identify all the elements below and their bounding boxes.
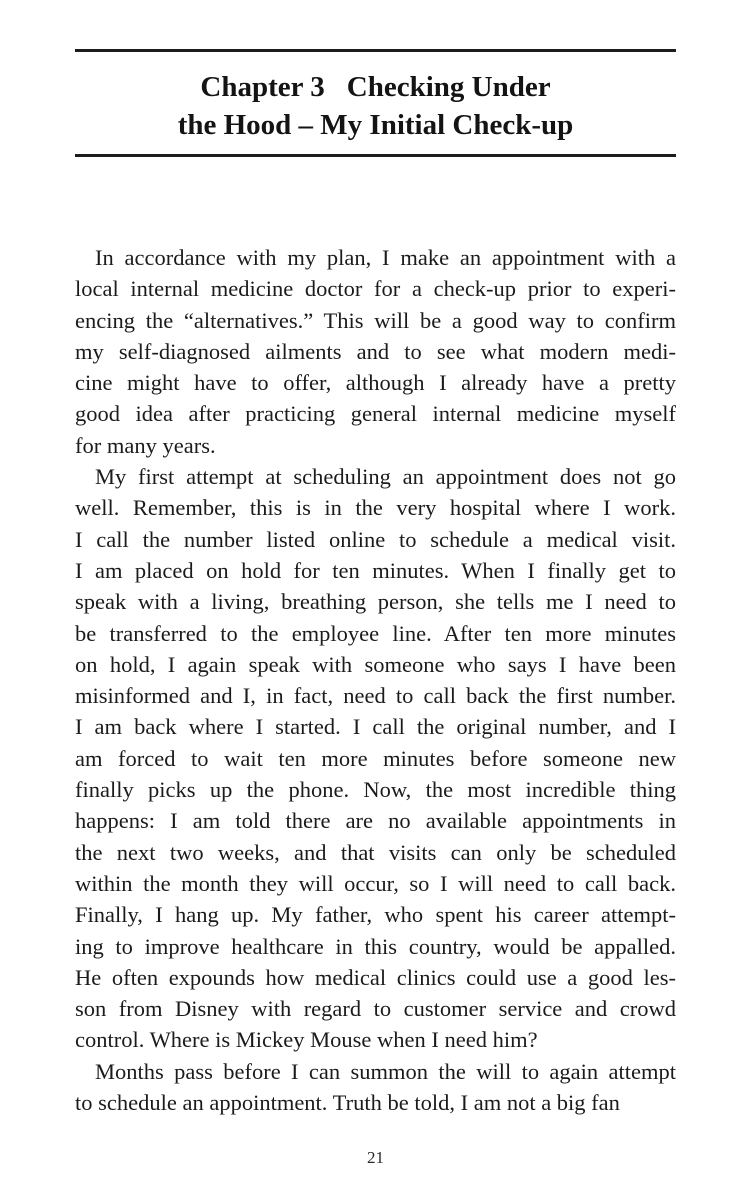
text-line: Months pass before I can summon the will to again attempt bbox=[95, 1058, 676, 1084]
page-number: 21 bbox=[367, 1148, 384, 1168]
text-line: on hold, I again speak with someone who says I have been bbox=[75, 651, 676, 677]
title-line-1 bbox=[75, 68, 676, 106]
text-line: I call the number listed online to schedule a medical visit. bbox=[75, 526, 676, 552]
body-text bbox=[75, 242, 676, 1118]
text-line: control. Where is Mickey Mouse when I need him? bbox=[75, 1027, 538, 1053]
text-line: I am back where I started. I call the original number, and I bbox=[75, 714, 676, 740]
text-line: He often expounds how medical clinics could use a good les- bbox=[75, 964, 676, 990]
text-line: local internal medicine doctor for a check-up prior to experi- bbox=[75, 276, 676, 302]
text-line: I am placed on hold for ten minutes. When I finally get to bbox=[75, 557, 676, 583]
text-line: son from Disney with regard to customer service and crowd bbox=[75, 996, 676, 1022]
text-line: cine might have to offer, although I already have a pretty bbox=[75, 370, 676, 396]
chapter-title bbox=[75, 52, 676, 154]
text-line: Finally, I hang up. My father, who spent his career attempt- bbox=[75, 902, 676, 928]
text-line: encing the “alternatives.” This will be a good way to confirm bbox=[75, 307, 676, 333]
text-line: finally picks up the phone. Now, the most incredible thing bbox=[75, 777, 676, 803]
text-line: to schedule an appointment. Truth be told, I am not a big fan bbox=[75, 1090, 620, 1116]
text-line: be transferred to the employee line. After ten more minutes bbox=[75, 620, 676, 646]
text-line: for many years. bbox=[75, 432, 216, 458]
text-line: well. Remember, this is in the very hospital where I work. bbox=[75, 495, 676, 521]
bottom-rule bbox=[75, 154, 676, 157]
text-line: the next two weeks, and that visits can only be scheduled bbox=[75, 839, 676, 865]
title-text-line1: Checking Under bbox=[346, 71, 551, 103]
text-line: speak with a living, breathing person, she tells me I need to bbox=[75, 589, 676, 615]
chapter-header bbox=[75, 49, 676, 157]
text-line: my self-diagnosed ailments and to see what modern medi- bbox=[75, 338, 676, 364]
text-line: within the month they will occur, so I will need to call back. bbox=[75, 870, 676, 896]
text-line: good idea after practicing general internal medicine myself bbox=[75, 401, 676, 427]
text-line: misinformed and I, in fact, need to call back the first number. bbox=[75, 683, 676, 709]
title-line-2: the Hood – My Initial Check-up bbox=[177, 109, 574, 141]
text-line: am forced to wait ten more minutes before someone new bbox=[75, 745, 676, 771]
chapter-number-label: Chapter 3 bbox=[200, 71, 325, 103]
text-line: My first attempt at scheduling an appointment does not go bbox=[95, 464, 676, 490]
text-line: ing to improve healthcare in this country, would be appalled. bbox=[75, 933, 676, 959]
text-line: happens: I am told there are no available appointments in bbox=[75, 808, 676, 834]
text-line: In accordance with my plan, I make an appointment with a bbox=[95, 245, 676, 270]
